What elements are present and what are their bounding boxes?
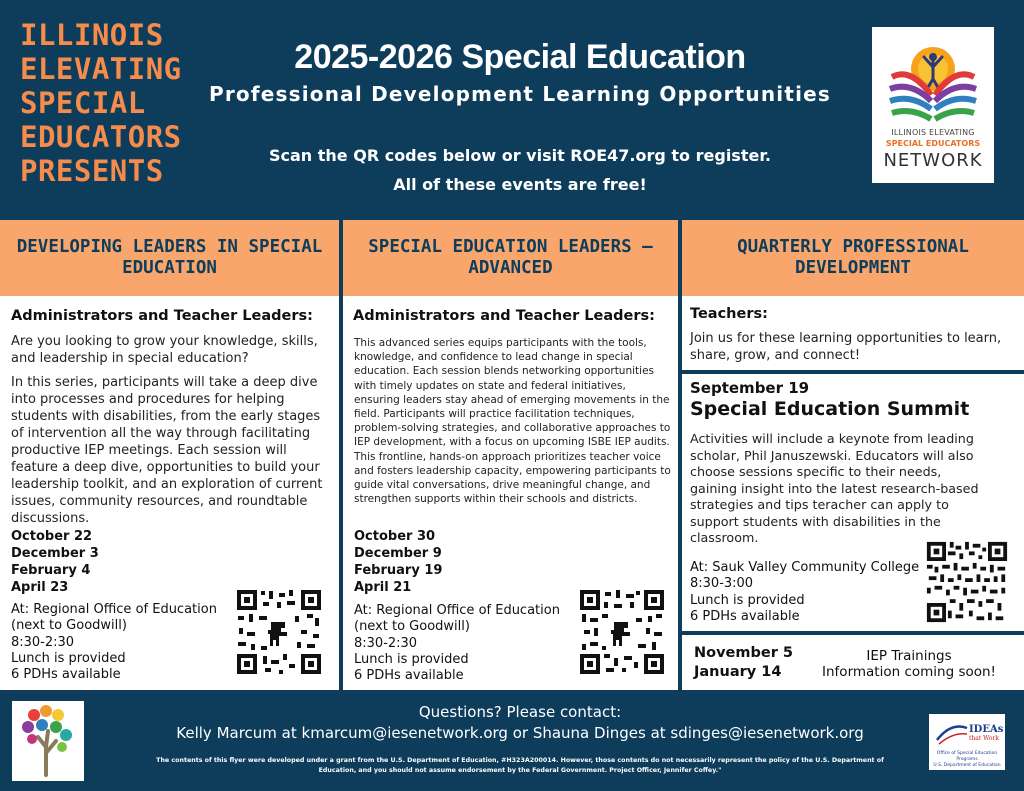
date-item: April 21 [354,580,412,595]
contact-line: Kelly Marcum at kmarcum@iesenetwork.org or Shauna Dinges at sdinges@iesenetwork.org [176,724,864,742]
register-instructions: Scan the QR codes below or visit ROE47.org to register. [268,146,772,165]
free-notice: All of these events are free! [393,175,647,194]
disclaimer-line: Education, and you should not assume endorsement by the Federal Government. Project Officer, Jennifer Coffey." [318,767,722,774]
summit-title: Special Education Summit [690,398,970,420]
iep-line: IEP Trainings [866,648,952,664]
session-dates [354,528,442,596]
audience-label: Administrators and Teacher Leaders: [353,308,655,324]
location-line: 8:30-2:30 [11,634,75,650]
date-item: April 23 [11,580,69,595]
date-item: October 22 [11,529,93,544]
location-line: At: Sauk Valley Community College [690,560,920,575]
idea-caption-line: Office of Special Education Programs [936,751,998,762]
tree-icon [12,701,84,781]
qr-code-icon[interactable] [235,588,323,676]
idea-logo [929,714,1005,770]
presents-heading [20,18,190,188]
date-item: January 14 [694,664,782,680]
location-line: Lunch is provided [11,650,126,666]
date-item: October 30 [354,529,436,544]
date-item: December 9 [354,546,442,561]
summit-date: September 19 [690,379,810,397]
date-item: February 4 [11,563,91,578]
column-heading: QUARTERLY PROFESSIONAL DEVELOPMENT [682,220,1024,296]
disclaimer [120,756,920,776]
disclaimer-line: The contents of this flyer were developed under a grant from the U.S. Department of Education, #H323A200014. However, those contents do not necessarily represent the policy of the U.S. Department of [156,757,884,764]
summit-description: Activities will include a keynote from leading scholar, Phil Januszewski. Educators will also choose sessions specific to their needs, gaining insight into the latest research-based strategies and tips teracher can apply to support students with disabilities in the classroom. [690,431,979,545]
intro-text: Join us for these learning opportunities to learn, share, grow, and connect! [690,331,1002,363]
logo-text-line: NETWORK [883,150,983,171]
tree-logo [12,701,84,781]
presents-line: SPECIAL [20,86,146,120]
idea-tag: that Work [969,735,1000,742]
description-text: This advanced series equips participants with the tools, knowledge, and confidence to lead change in special education. Each session blends networking opportunities with timely updates on state and federal initiatives, ensuring leaders stay ahead of emerging movements in the field. Participants will practice facilitation techniques, problem-solving strategies, and collaborative approaches to IEP development, with a focus on upcoming ISBE IEP audits. This frontline, hands-on approach prioritizes teacher voice and fosters leadership capacity, empowering participants to guide vital conversations, drive meaningful change, and strengthen supports within their schools and districts. [354,337,671,506]
qr-code-icon[interactable] [578,588,666,676]
date-item: December 3 [11,546,99,561]
audience-label: Administrators and Teacher Leaders: [11,308,313,324]
location-info [690,560,919,625]
presents-line: ILLINOIS [20,18,164,52]
header-banner [0,0,1024,220]
logo-text-line: ILLINOIS ELEVATING [891,128,975,137]
column-heading: DEVELOPING LEADERS IN SPECIAL EDUCATION [0,220,339,296]
network-logo [872,27,994,183]
location-line: 6 PDHs available [11,667,121,683]
location-line: (next to Goodwill) [354,619,470,635]
presents-line: PRESENTS [20,154,164,188]
idea-caption [933,751,1001,769]
page-subtitle: Professional Development Learning Opportunities [208,82,832,106]
audience-label: Teachers: [690,306,768,322]
session-dates [11,528,99,596]
page-title: 2025-2026 Special Education [294,38,746,76]
location-line: Lunch is provided [690,592,805,608]
location-line: 6 PDHs available [354,668,464,684]
date-item: November 5 [694,645,793,661]
iep-notice [806,648,1012,680]
questions-heading: Questions? Please contact: [418,703,622,721]
date-item: February 19 [354,563,443,578]
location-info [354,603,560,684]
sunrise-book-icon [886,37,980,127]
idea-title: IDEAs [969,724,1004,735]
logo-text-line: SPECIAL EDUCATORS [885,139,981,148]
description-text: In this series, participants will take a deep dive into processes and procedures for helping students with disabilities, from the early stages of intervention all the way through facilitating productive IEP meetings. Each session will feature a deep dive, opportunities to build your leadership toolkit, and an exploration of current issues, community resources, and roundtable discussions. [11,375,323,526]
presents-line: ELEVATING [20,52,182,86]
presents-line: EDUCATORS [20,120,182,154]
location-line: 8:30-3:00 [690,576,754,592]
column-heading: SPECIAL EDUCATION LEADERS – ADVANCED [343,220,678,296]
location-line: 6 PDHs available [690,608,800,624]
section-divider [682,631,1024,635]
location-line: (next to Goodwill) [11,618,127,634]
section-divider [682,370,1024,374]
location-line: Lunch is provided [354,651,469,667]
iep-dates [694,644,793,682]
location-line: 8:30-2:30 [354,635,418,651]
idea-caption-line: U.S. Department of Education [933,763,1001,768]
location-info [11,602,217,683]
iep-line: Information coming soon! [822,664,996,680]
intro-text: Are you looking to grow your knowledge, skills, and leadership in special education? [11,334,318,366]
idea-swoosh-icon [935,720,969,748]
qr-code-icon[interactable] [925,540,1009,624]
location-line: At: Regional Office of Education [354,603,560,618]
location-line: At: Regional Office of Education [11,602,217,617]
